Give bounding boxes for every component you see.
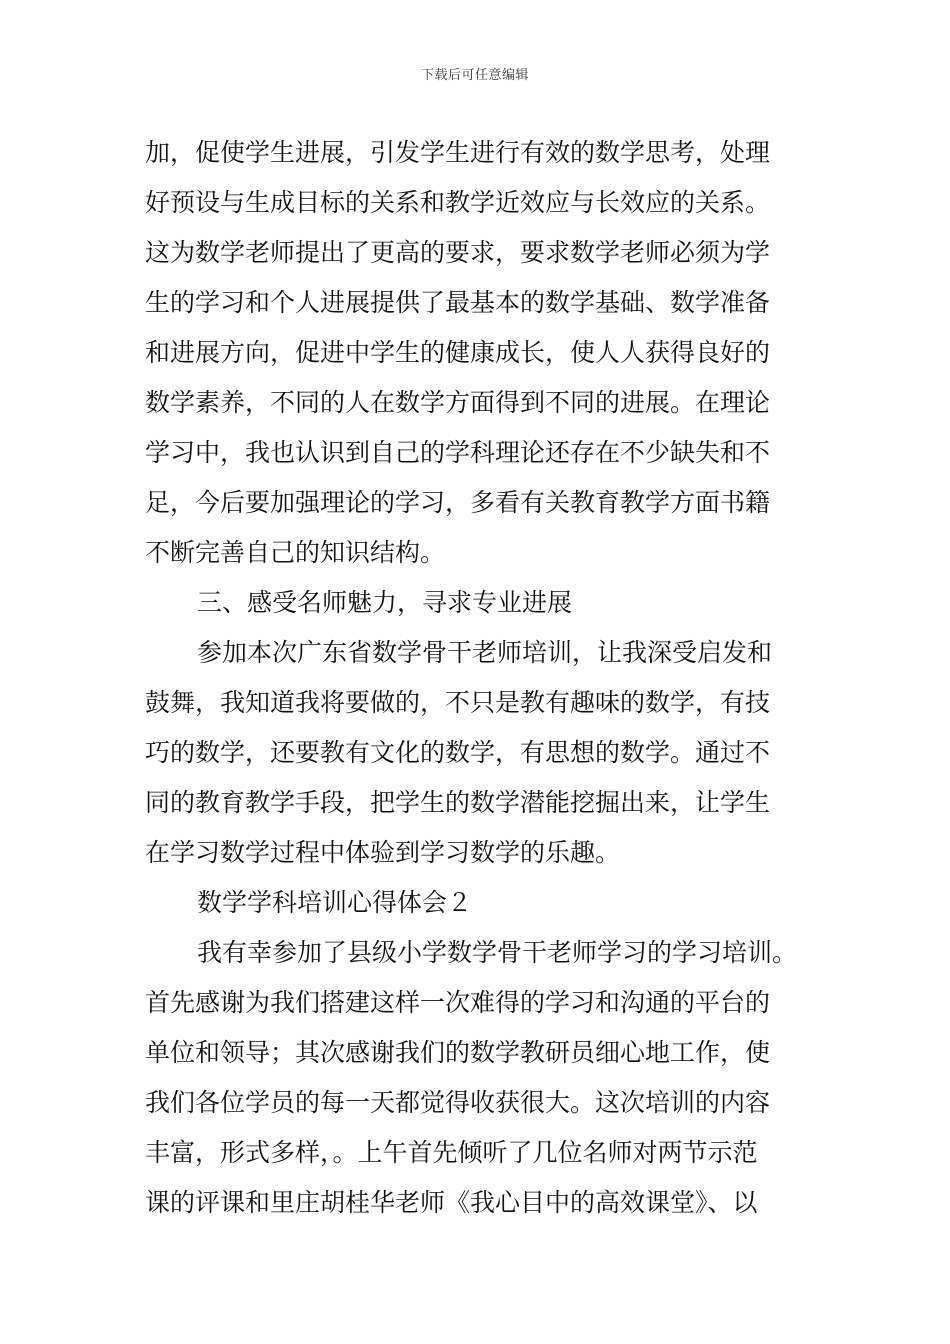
text-line: 在学习数学过程中体验到学习数学的乐趣。: [145, 838, 621, 867]
text-line: 这为数学老师提出了更高的要求，要求数学老师必须为学: [145, 238, 771, 267]
text-line: 丰富，形式多样，。上午首先倾听了几位名师对两节示范: [145, 1138, 758, 1167]
text-line: 不断完善自己的知识结构。: [145, 538, 446, 567]
text-line: 我有幸参加了县级小学数学骨干老师学习的学习培训。: [197, 938, 798, 967]
text-line: 鼓舞，我知道我将要做的，不只是教有趣味的数学，有技: [145, 688, 771, 717]
text-line: 学习中，我也认识到自己的学科理论还存在不少缺失和不: [145, 438, 771, 467]
text-line: 我们各位学员的每一天都觉得收获很大。这次培训的内容: [145, 1088, 771, 1117]
text-line: 课的评课和里庄胡桂华老师《我心目中的高效课堂》、以: [145, 1188, 758, 1217]
text-line: 生的学习和个人进展提供了最基本的数学基础、数学准备: [145, 288, 771, 317]
document-body: [145, 128, 815, 1228]
text-line: 好预设与生成目标的关系和教学近效应与长效应的关系。: [145, 188, 771, 217]
text-line: 参加本次广东省数学骨干老师培训，让我深受启发和: [197, 638, 773, 667]
section-heading: 三、感受名师魅力，寻求专业进展: [197, 588, 573, 617]
text-line: 同的教育教学手段，把学生的数学潜能挖掘出来，让学生: [145, 788, 771, 817]
text-line: 首先感谢为我们搭建这样一次难得的学习和沟通的平台的: [145, 988, 771, 1017]
article-title: 数学学科培训心得体会２: [197, 888, 473, 917]
page-header: 下载后可任意编辑: [420, 68, 529, 83]
text-line: 巧的数学，还要教有文化的数学，有思想的数学。通过不: [145, 738, 771, 767]
text-line: 加，促使学生进展，引发学生进行有效的数学思考，处理: [145, 138, 771, 167]
text-line: 足，今后要加强理论的学习，多看有关教育教学方面书籍: [145, 488, 771, 517]
text-line: 数学素养，不同的人在数学方面得到不同的进展。在理论: [145, 388, 771, 417]
text-line: 单位和领导；其次感谢我们的数学教研员细心地工作，使: [145, 1038, 771, 1067]
text-line: 和进展方向，促进中学生的健康成长，使人人获得良好的: [145, 338, 771, 367]
